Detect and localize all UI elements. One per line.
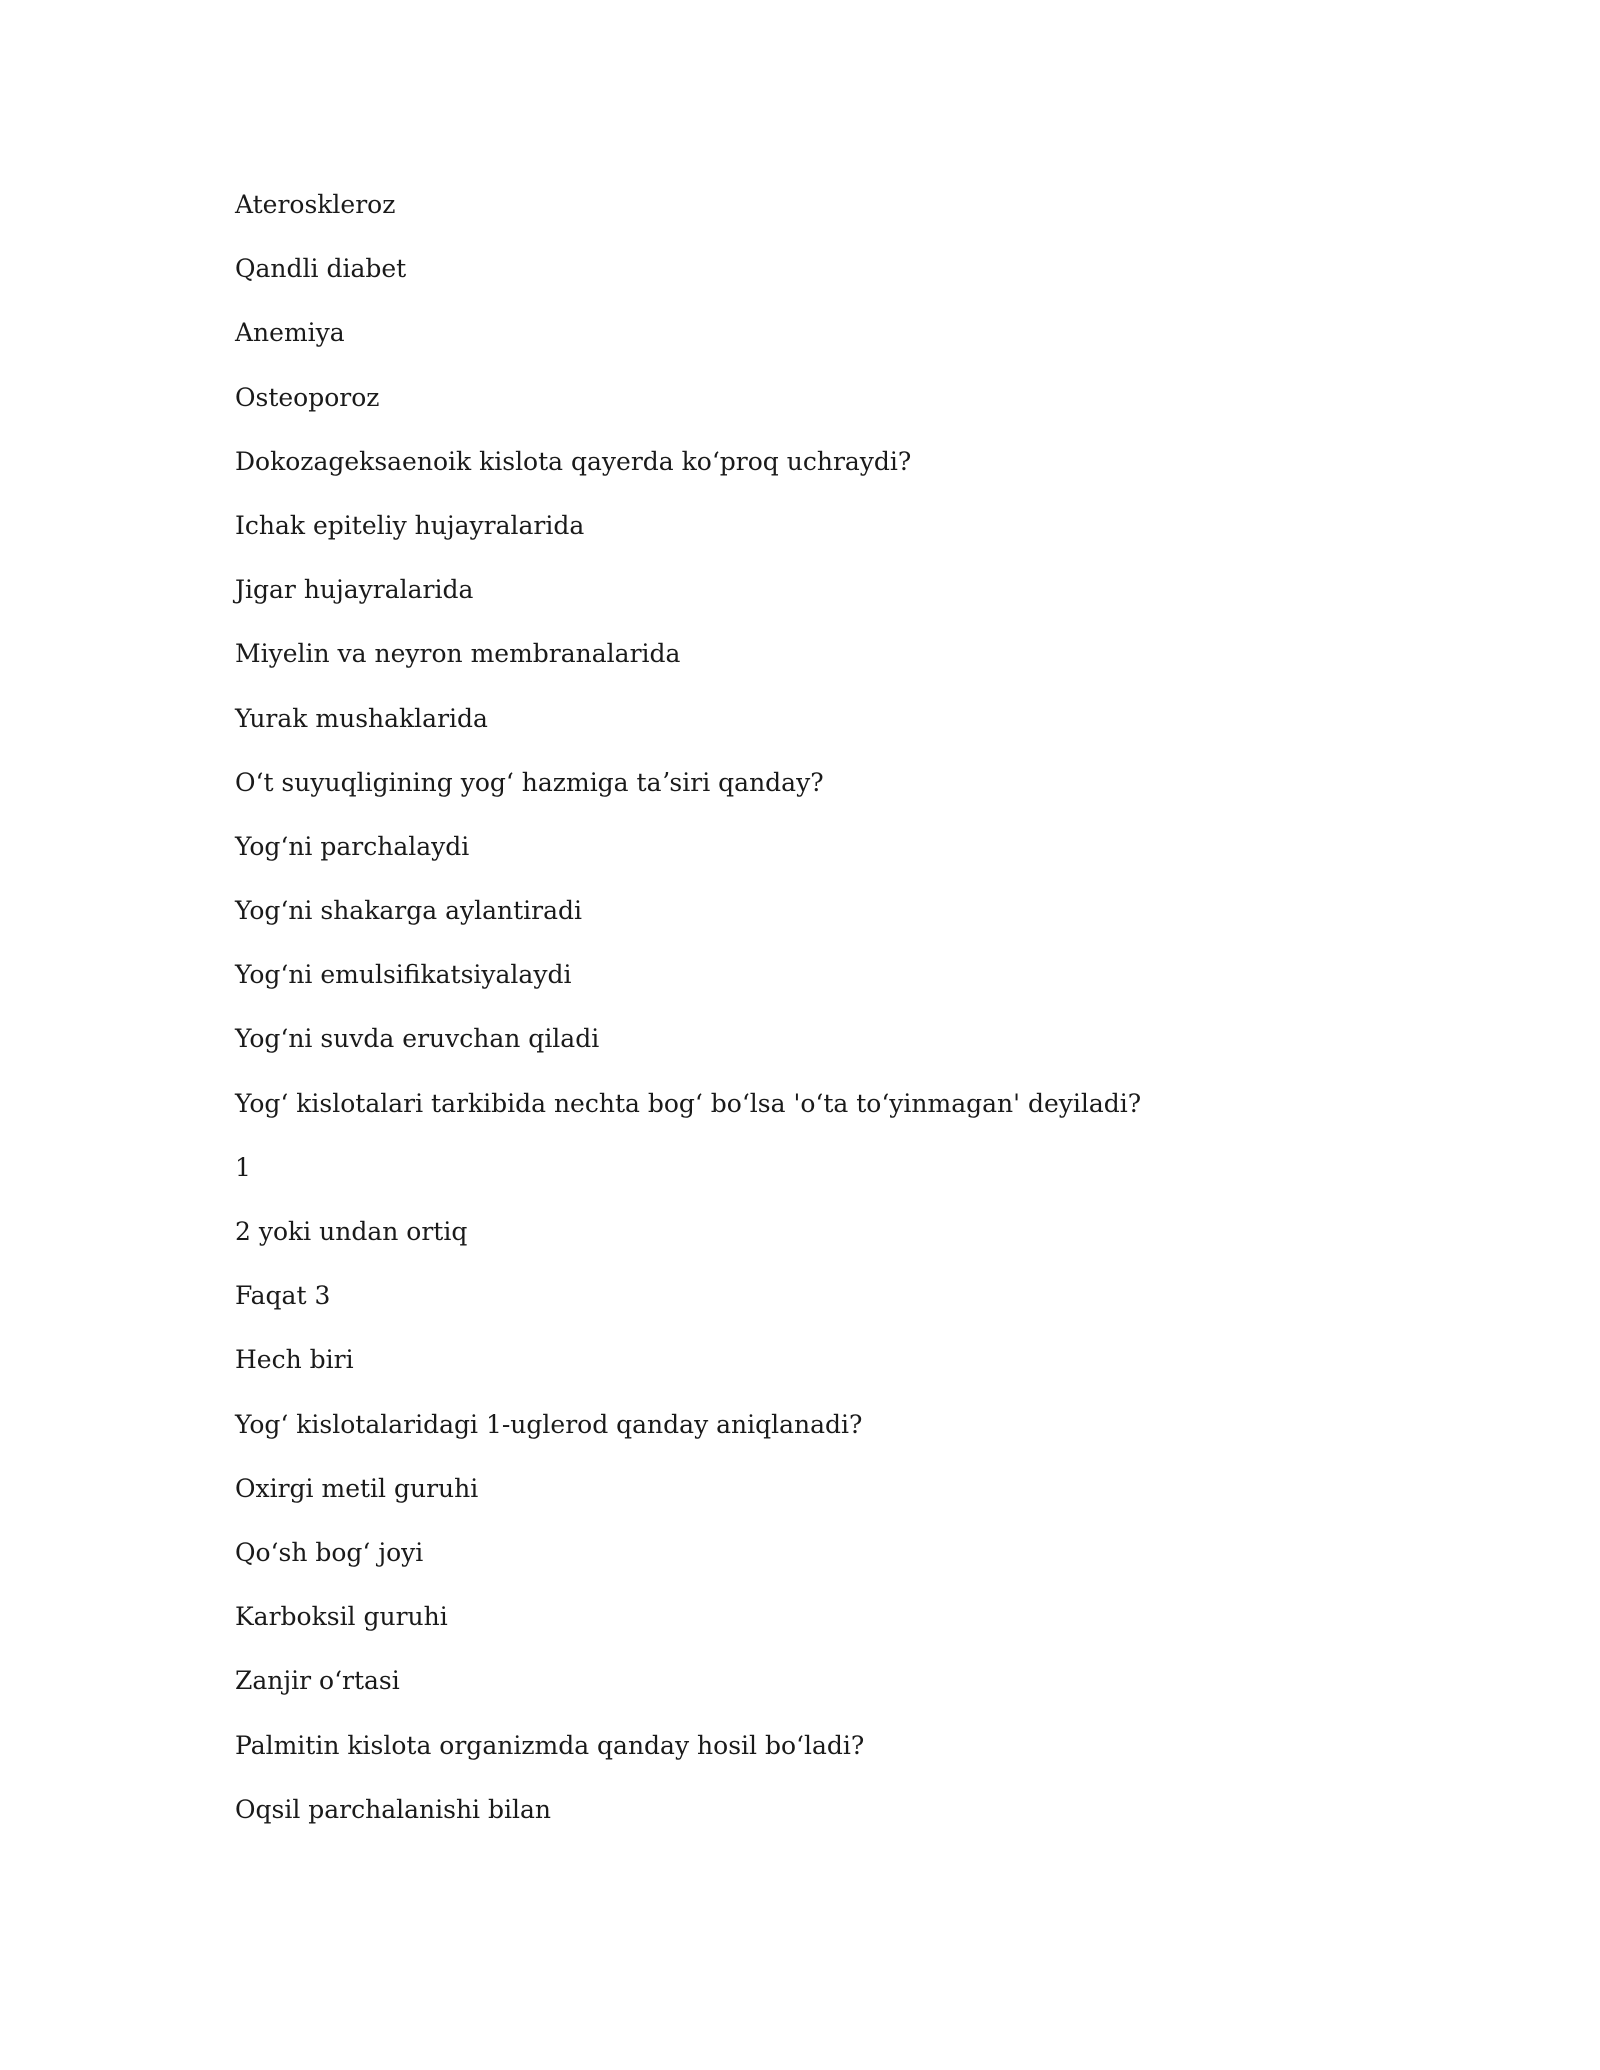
answer-option: Qandli diabet xyxy=(235,254,407,284)
answer-option: Karboksil guruhi xyxy=(235,1602,448,1632)
answer-option: Yogʻni shakarga aylantiradi xyxy=(235,896,582,926)
question-text: Palmitin kislota organizmda qanday hosil boʻladi? xyxy=(235,1730,865,1760)
answer-option: Oxirgi metil guruhi xyxy=(235,1473,479,1503)
answer-option: Ichak epiteliy hujayralarida xyxy=(235,510,585,540)
question-text: Dokozageksaenoik kislota qayerda koʻproq uchraydi? xyxy=(235,446,912,476)
answer-option: Ateroskleroz xyxy=(235,190,396,219)
answer-option: Yogʻni suvda eruvchan qiladi xyxy=(235,1024,600,1054)
answer-option: Osteoporoz xyxy=(235,382,380,412)
answer-option: Faqat 3 xyxy=(235,1281,331,1311)
answer-option: Yurak mushaklarida xyxy=(235,703,488,733)
question-text: Yogʻ kislotalaridagi 1-uglerod qanday aniqlanadi? xyxy=(235,1409,863,1439)
question-text: Yogʻ kislotalari tarkibida nechta bogʻ boʻlsa 'oʻta toʻyinmagan' deyiladi? xyxy=(235,1088,1142,1118)
answer-option: Anemiya xyxy=(235,318,345,348)
answer-option: Hech biri xyxy=(235,1345,354,1375)
answer-option: Yogʻni parchalaydi xyxy=(235,831,470,861)
question-text: Oʻt suyuqligining yogʻ hazmiga taʼsiri qanday? xyxy=(235,767,824,797)
text-lines xyxy=(235,183,1435,1852)
answer-option: Oqsil parchalanishi bilan xyxy=(235,1794,552,1824)
answer-option: Miyelin va neyron membranalarida xyxy=(235,639,681,669)
answer-option: Yogʻni emulsifikatsiyalaydi xyxy=(235,960,572,990)
answer-option: Zanjir oʻrtasi xyxy=(235,1666,400,1696)
answer-option: 1 xyxy=(235,1152,251,1182)
answer-option: Qoʻsh bogʻ joyi xyxy=(235,1537,424,1567)
answer-option: Jigar hujayralarida xyxy=(235,575,474,605)
answer-option: 2 yoki undan ortiq xyxy=(235,1217,468,1246)
